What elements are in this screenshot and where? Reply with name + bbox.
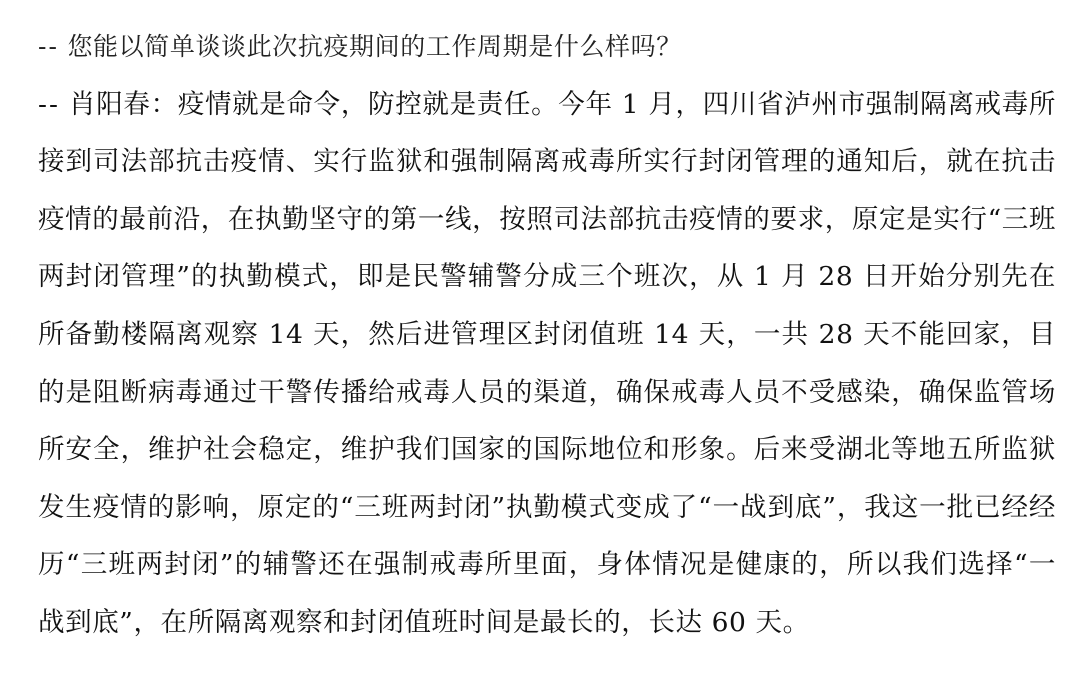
question-text: 您能以简单谈谈此次抗疫期间的工作周期是什么样吗？ [67,32,682,61]
answer-dash-marker: -- [38,88,60,120]
interview-document [38,18,1056,652]
interview-question [38,18,1056,76]
answer-text: 疫情就是命令，防控就是责任。今年 1 月，四川省泸州市强制隔离戒毒所接到司法部抗击疫情、实行监狱和强制隔离戒毒所实行封闭管理的通知后，就在抗击疫情的最前沿，在执勤坚守的第一线，按照司法部抗击疫情的要求，原定是实行“三班两封闭管理”的执勤模式，即是民警辅警分成三个班次，从 1 月 28 日开始分别先在所备勤楼隔离观察 14 天，然后进管理区封闭值班 14 天，一共 28 天不能回家，目的是阻断病毒通过干警传播给戒毒人员的渠道，确保戒毒人员不受感染，确保监管场所安全，维护社会稳定，维护我们国家的国际地位和形象。后来受湖北等地五所监狱发生疫情的影响，原定的“三班两封闭”执勤模式变成了“一战到底”，我这一批已经经历“三班两封闭”的辅警还在强制戒毒所里面，身体情况是健康的，所以我们选择“一战到底”，在所隔离观察和封闭值班时间是最长的，长达 60 天。 [38,88,1056,638]
answer-speaker: 肖阳春： [69,88,178,120]
interview-answer [38,76,1056,652]
question-dash-marker: -- [38,32,59,61]
